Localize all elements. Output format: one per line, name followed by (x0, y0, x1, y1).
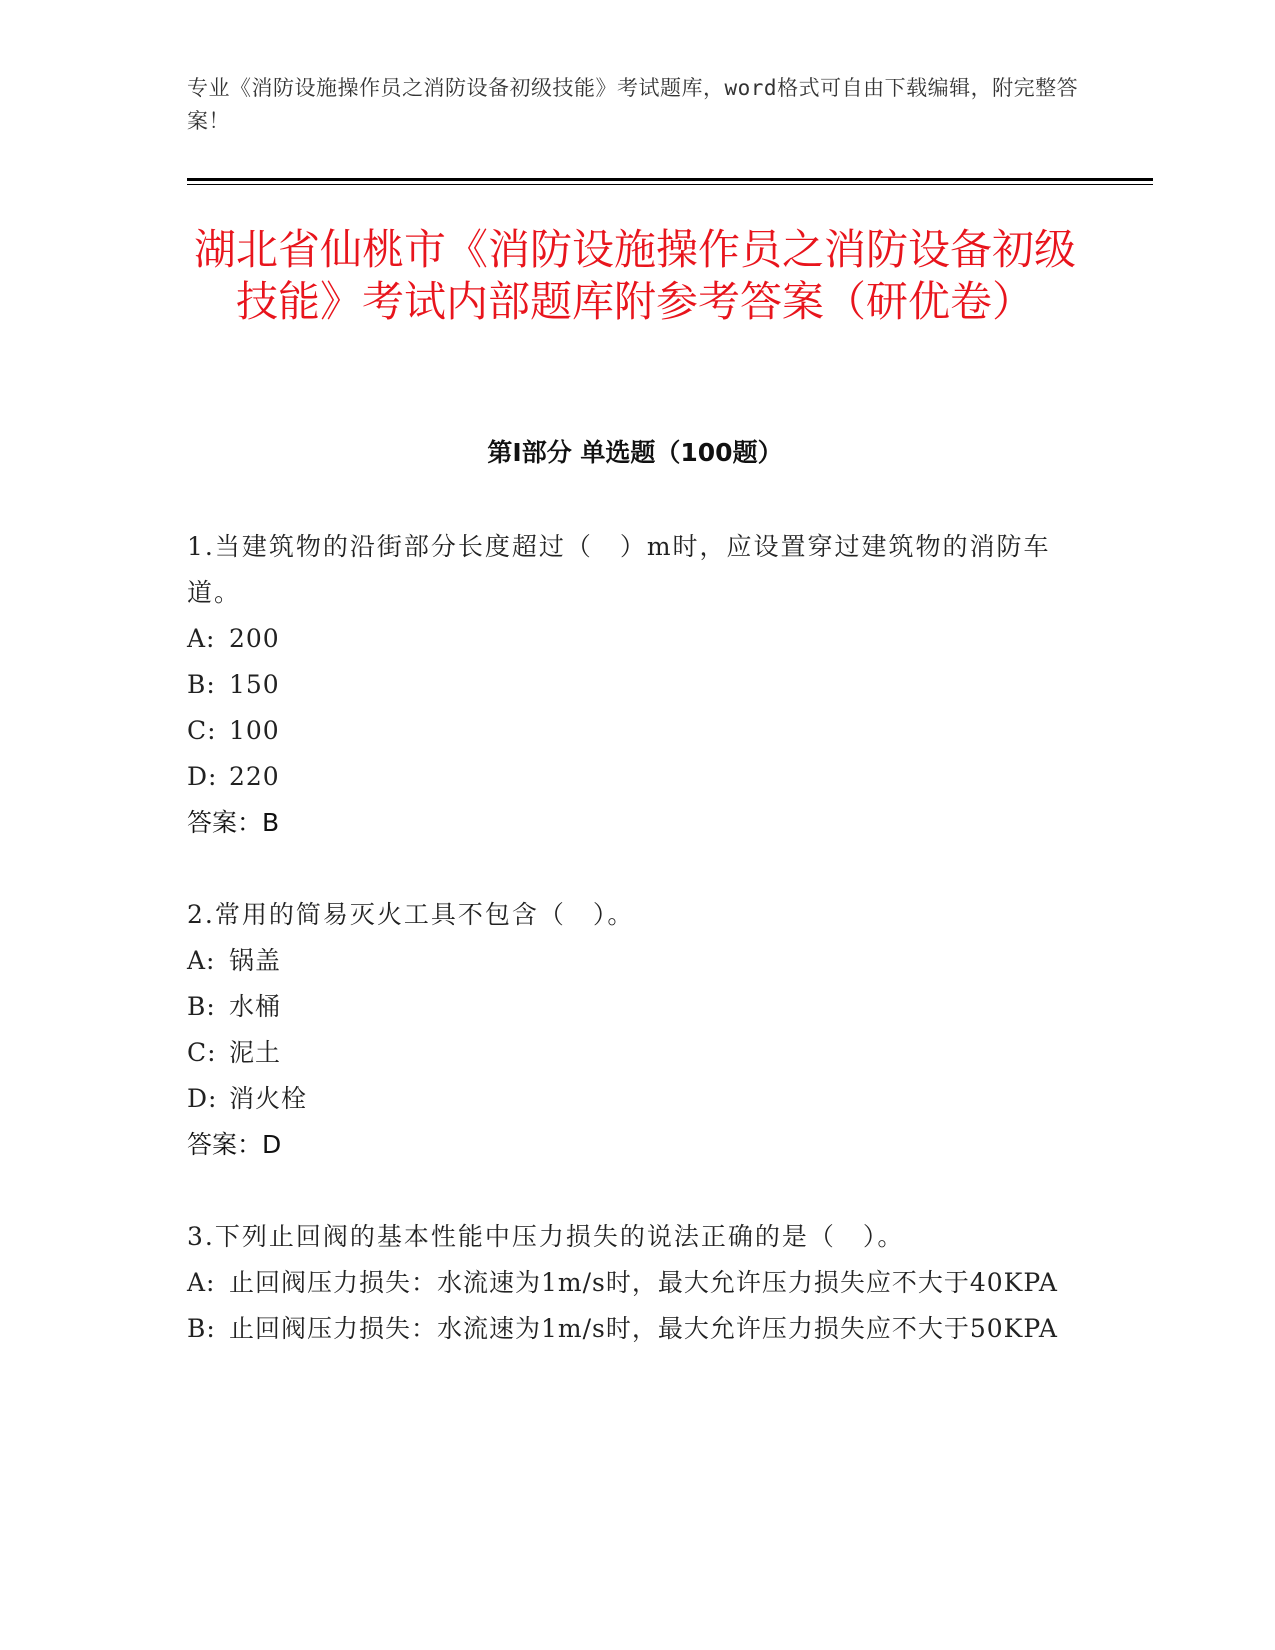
option-letter: D: (187, 1084, 218, 1113)
option-letter: C: (187, 1038, 217, 1067)
option-text: 止回阀压力损失：水流速为1m/s时，最大允许压力损失应不大于50KPA (229, 1314, 1058, 1343)
question-2 (187, 892, 1087, 1168)
answer-line: 答案：B (187, 808, 280, 837)
option-text: 消火栓 (229, 1084, 308, 1113)
option-letter: A: (187, 946, 216, 975)
header-divider-thick (187, 178, 1153, 181)
option-text: 220 (229, 762, 280, 791)
document-title: 湖北省仙桃市《消防设施操作员之消防设备初级技能》考试内部题库附参考答案（研优卷） (193, 225, 1076, 326)
option-a (187, 1260, 1087, 1306)
option-letter: B: (187, 1314, 216, 1343)
question-list (187, 524, 1087, 1398)
answer-line: 答案：D (187, 1130, 282, 1159)
option-text: 止回阀压力损失：水流速为1m/s时，最大允许压力损失应不大于40KPA (229, 1268, 1058, 1297)
question-1 (187, 524, 1087, 846)
option-text: 泥土 (229, 1038, 282, 1067)
question-stem: 2.常用的简易灭火工具不包含（ ）。 (187, 900, 635, 929)
option-letter: A: (187, 624, 216, 653)
header-divider-thin (187, 184, 1153, 185)
option-a (187, 938, 1087, 984)
option-text: 锅盖 (229, 946, 282, 975)
option-text: 水桶 (229, 992, 282, 1021)
header-note: 专业《消防设施操作员之消防设备初级技能》考试题库，word格式可自由下载编辑，附完整答案！ (187, 76, 1079, 133)
option-a (187, 616, 1087, 662)
option-d (187, 1076, 1087, 1122)
option-b (187, 1306, 1087, 1352)
question-stem: 1.当建筑物的沿街部分长度超过（ ）m时，应设置穿过建筑物的消防车道。 (187, 532, 1051, 607)
option-c (187, 708, 1087, 754)
option-b (187, 984, 1087, 1030)
question-3 (187, 1214, 1087, 1352)
option-text: 200 (229, 624, 280, 653)
option-text: 100 (229, 716, 280, 745)
option-letter: C: (187, 716, 217, 745)
option-b (187, 662, 1087, 708)
option-letter: B: (187, 670, 216, 699)
option-c (187, 1030, 1087, 1076)
option-letter: B: (187, 992, 216, 1021)
section-heading: 第Ⅰ部分 单选题（100题） (487, 438, 783, 467)
option-d (187, 754, 1087, 800)
question-stem: 3.下列止回阀的基本性能中压力损失的说法正确的是（ ）。 (187, 1222, 905, 1251)
option-letter: A: (187, 1268, 216, 1297)
option-text: 150 (229, 670, 280, 699)
option-letter: D: (187, 762, 218, 791)
